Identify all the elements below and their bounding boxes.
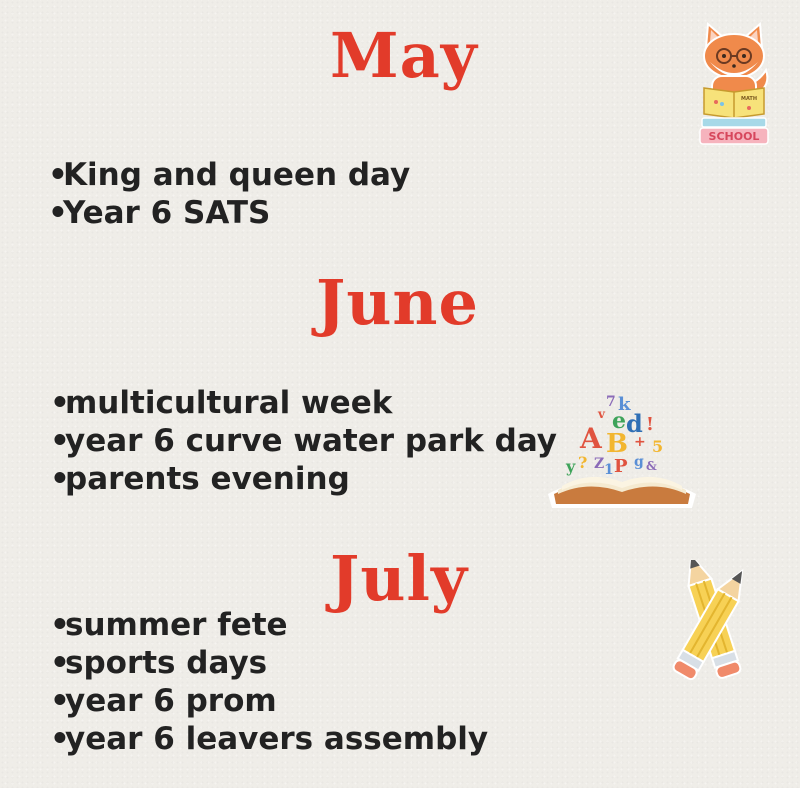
- book-letter: ?: [578, 453, 588, 472]
- list-item: •multicultural week: [50, 385, 393, 421]
- open-book-letters-icon: [542, 390, 702, 514]
- list-item: •year 6 leavers assembly: [50, 721, 489, 757]
- fox-reading-math-book-icon: [694, 18, 774, 150]
- book-letter: P: [614, 456, 628, 477]
- month-heading-july: July: [330, 542, 468, 615]
- book-letter: v: [598, 407, 605, 421]
- book-letter: d: [626, 409, 643, 438]
- list-item: •Year 6 SATS: [48, 195, 271, 231]
- event-label: summer fete: [65, 607, 288, 643]
- book-letter: B: [606, 429, 628, 459]
- book-letter: !: [646, 414, 654, 435]
- fox-sticker-label: SCHOOL: [708, 130, 760, 143]
- book-letter: e: [612, 408, 626, 434]
- july-event-list: [50, 606, 488, 758]
- event-label: year 6 prom: [65, 683, 277, 719]
- book-letter: 7: [606, 394, 616, 410]
- june-event-list: [50, 384, 557, 498]
- list-item: •summer fete: [50, 607, 288, 643]
- month-heading-may: May: [330, 19, 478, 92]
- event-label: year 6 curve water park day: [65, 423, 558, 459]
- book-letter: +: [634, 434, 646, 450]
- book-letter: k: [618, 394, 631, 415]
- book-letter: y: [566, 457, 576, 476]
- event-label: Year 6 SATS: [63, 195, 271, 231]
- event-label: parents evening: [65, 461, 350, 497]
- book-letter: 5: [652, 437, 664, 456]
- book-letter: 1: [604, 462, 614, 478]
- list-item: •King and queen day: [48, 157, 411, 193]
- book-letter: &: [646, 459, 657, 473]
- crossed-pencils-icon: [650, 560, 758, 694]
- list-item: •parents evening: [50, 461, 350, 497]
- fox-book-text: MATH: [740, 96, 758, 102]
- event-label: King and queen day: [63, 157, 411, 193]
- may-event-list: [48, 156, 410, 232]
- event-label: sports days: [65, 645, 268, 681]
- book-letter: g: [634, 454, 644, 470]
- list-item: •year 6 prom: [50, 683, 277, 719]
- book-letter: Z: [594, 456, 605, 472]
- list-item: •sports days: [50, 645, 268, 681]
- list-item: •year 6 curve water park day: [50, 423, 558, 459]
- book-letter: A: [580, 422, 602, 455]
- event-label: multicultural week: [65, 385, 393, 421]
- event-label: year 6 leavers assembly: [65, 721, 489, 757]
- month-heading-june: June: [316, 266, 479, 339]
